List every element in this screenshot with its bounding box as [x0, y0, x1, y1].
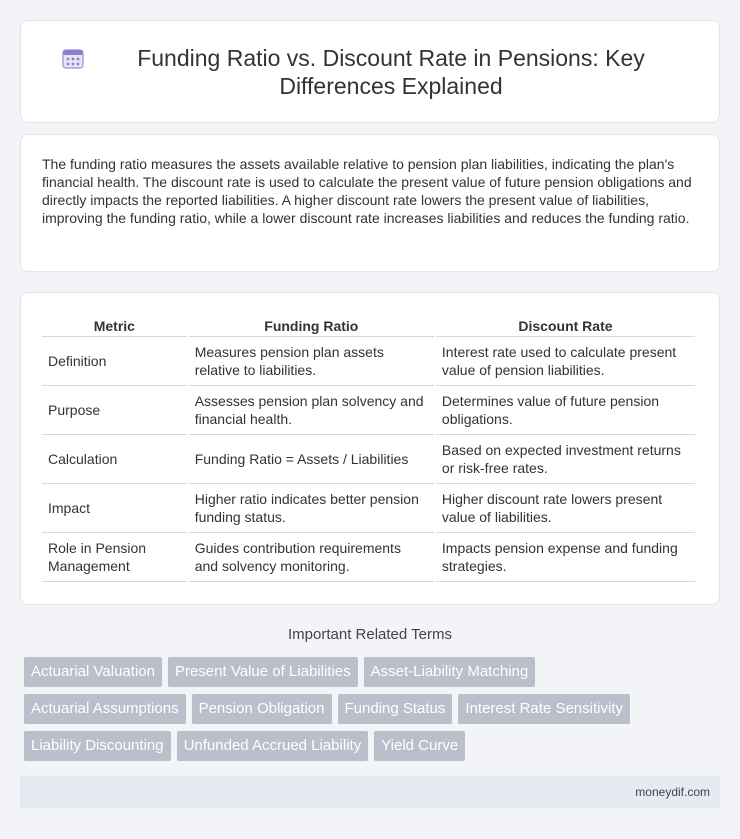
calendar-icon	[61, 46, 85, 70]
discount-rate-cell: Higher discount rate lowers present value of liabilities.	[436, 484, 695, 533]
metric-cell: Role in Pension Management	[42, 533, 187, 582]
title-row	[21, 21, 719, 122]
related-terms-tags	[24, 657, 714, 768]
table-row	[42, 533, 695, 582]
header-funding-ratio: Funding Ratio	[189, 309, 434, 337]
funding-ratio-cell: Assesses pension plan solvency and financial health.	[189, 386, 434, 435]
header-metric: Metric	[42, 309, 187, 337]
table-row	[42, 337, 695, 386]
related-term-tag[interactable]: Interest Rate Sensitivity	[458, 694, 630, 724]
related-terms-title: Important Related Terms	[288, 626, 452, 643]
discount-rate-cell: Impacts pension expense and funding strategies.	[436, 533, 695, 582]
funding-ratio-cell: Higher ratio indicates better pension funding status.	[189, 484, 434, 533]
intro-text: The funding ratio measures the assets available relative to pension plan liabilities, indicating the plan's financial health. The discount rate is used to calculate the present value of future pension obligations and directly impacts the reported liabilities. A higher discount rate lowers the present value of liabilities, improving the funding ratio, while a lower discount rate increases liabilities and reduces the funding ratio.	[42, 156, 692, 226]
related-term-tag[interactable]: Pension Obligation	[192, 694, 332, 724]
related-term-tag[interactable]: Actuarial Valuation	[24, 657, 162, 687]
comparison-table-card	[20, 292, 720, 605]
table-row	[42, 386, 695, 435]
related-term-tag[interactable]: Asset-Liability Matching	[364, 657, 536, 687]
footer-site-link[interactable]: moneydif.com	[635, 785, 710, 799]
tag-row	[24, 694, 714, 724]
related-term-tag[interactable]: Funding Status	[338, 694, 453, 724]
table-row	[42, 435, 695, 484]
related-term-tag[interactable]: Actuarial Assumptions	[24, 694, 186, 724]
discount-rate-cell: Based on expected investment returns or risk-free rates.	[436, 435, 695, 484]
metric-cell: Definition	[42, 337, 187, 386]
table-header-row	[42, 309, 695, 337]
related-term-tag[interactable]: Present Value of Liabilities	[168, 657, 358, 687]
related-term-tag[interactable]: Liability Discounting	[24, 731, 171, 761]
tag-row	[24, 731, 714, 761]
discount-rate-cell: Determines value of future pension obligations.	[436, 386, 695, 435]
discount-rate-cell: Interest rate used to calculate present value of pension liabilities.	[436, 337, 695, 386]
page-title: Funding Ratio vs. Discount Rate in Pensions: Key Differences Explained	[137, 44, 645, 99]
funding-ratio-cell: Measures pension plan assets relative to liabilities.	[189, 337, 434, 386]
metric-cell: Calculation	[42, 435, 187, 484]
metric-cell: Impact	[42, 484, 187, 533]
related-term-tag[interactable]: Yield Curve	[374, 731, 465, 761]
table-row	[42, 484, 695, 533]
related-term-tag[interactable]: Unfunded Accrued Liability	[177, 731, 369, 761]
comparison-table	[40, 309, 697, 582]
funding-ratio-cell: Funding Ratio = Assets / Liabilities	[189, 435, 434, 484]
tag-row	[24, 657, 714, 687]
title-card	[20, 20, 720, 123]
header-discount-rate: Discount Rate	[436, 309, 695, 337]
funding-ratio-cell: Guides contribution requirements and solvency monitoring.	[189, 533, 434, 582]
footer	[20, 776, 720, 808]
metric-cell: Purpose	[42, 386, 187, 435]
intro-card	[20, 134, 720, 272]
